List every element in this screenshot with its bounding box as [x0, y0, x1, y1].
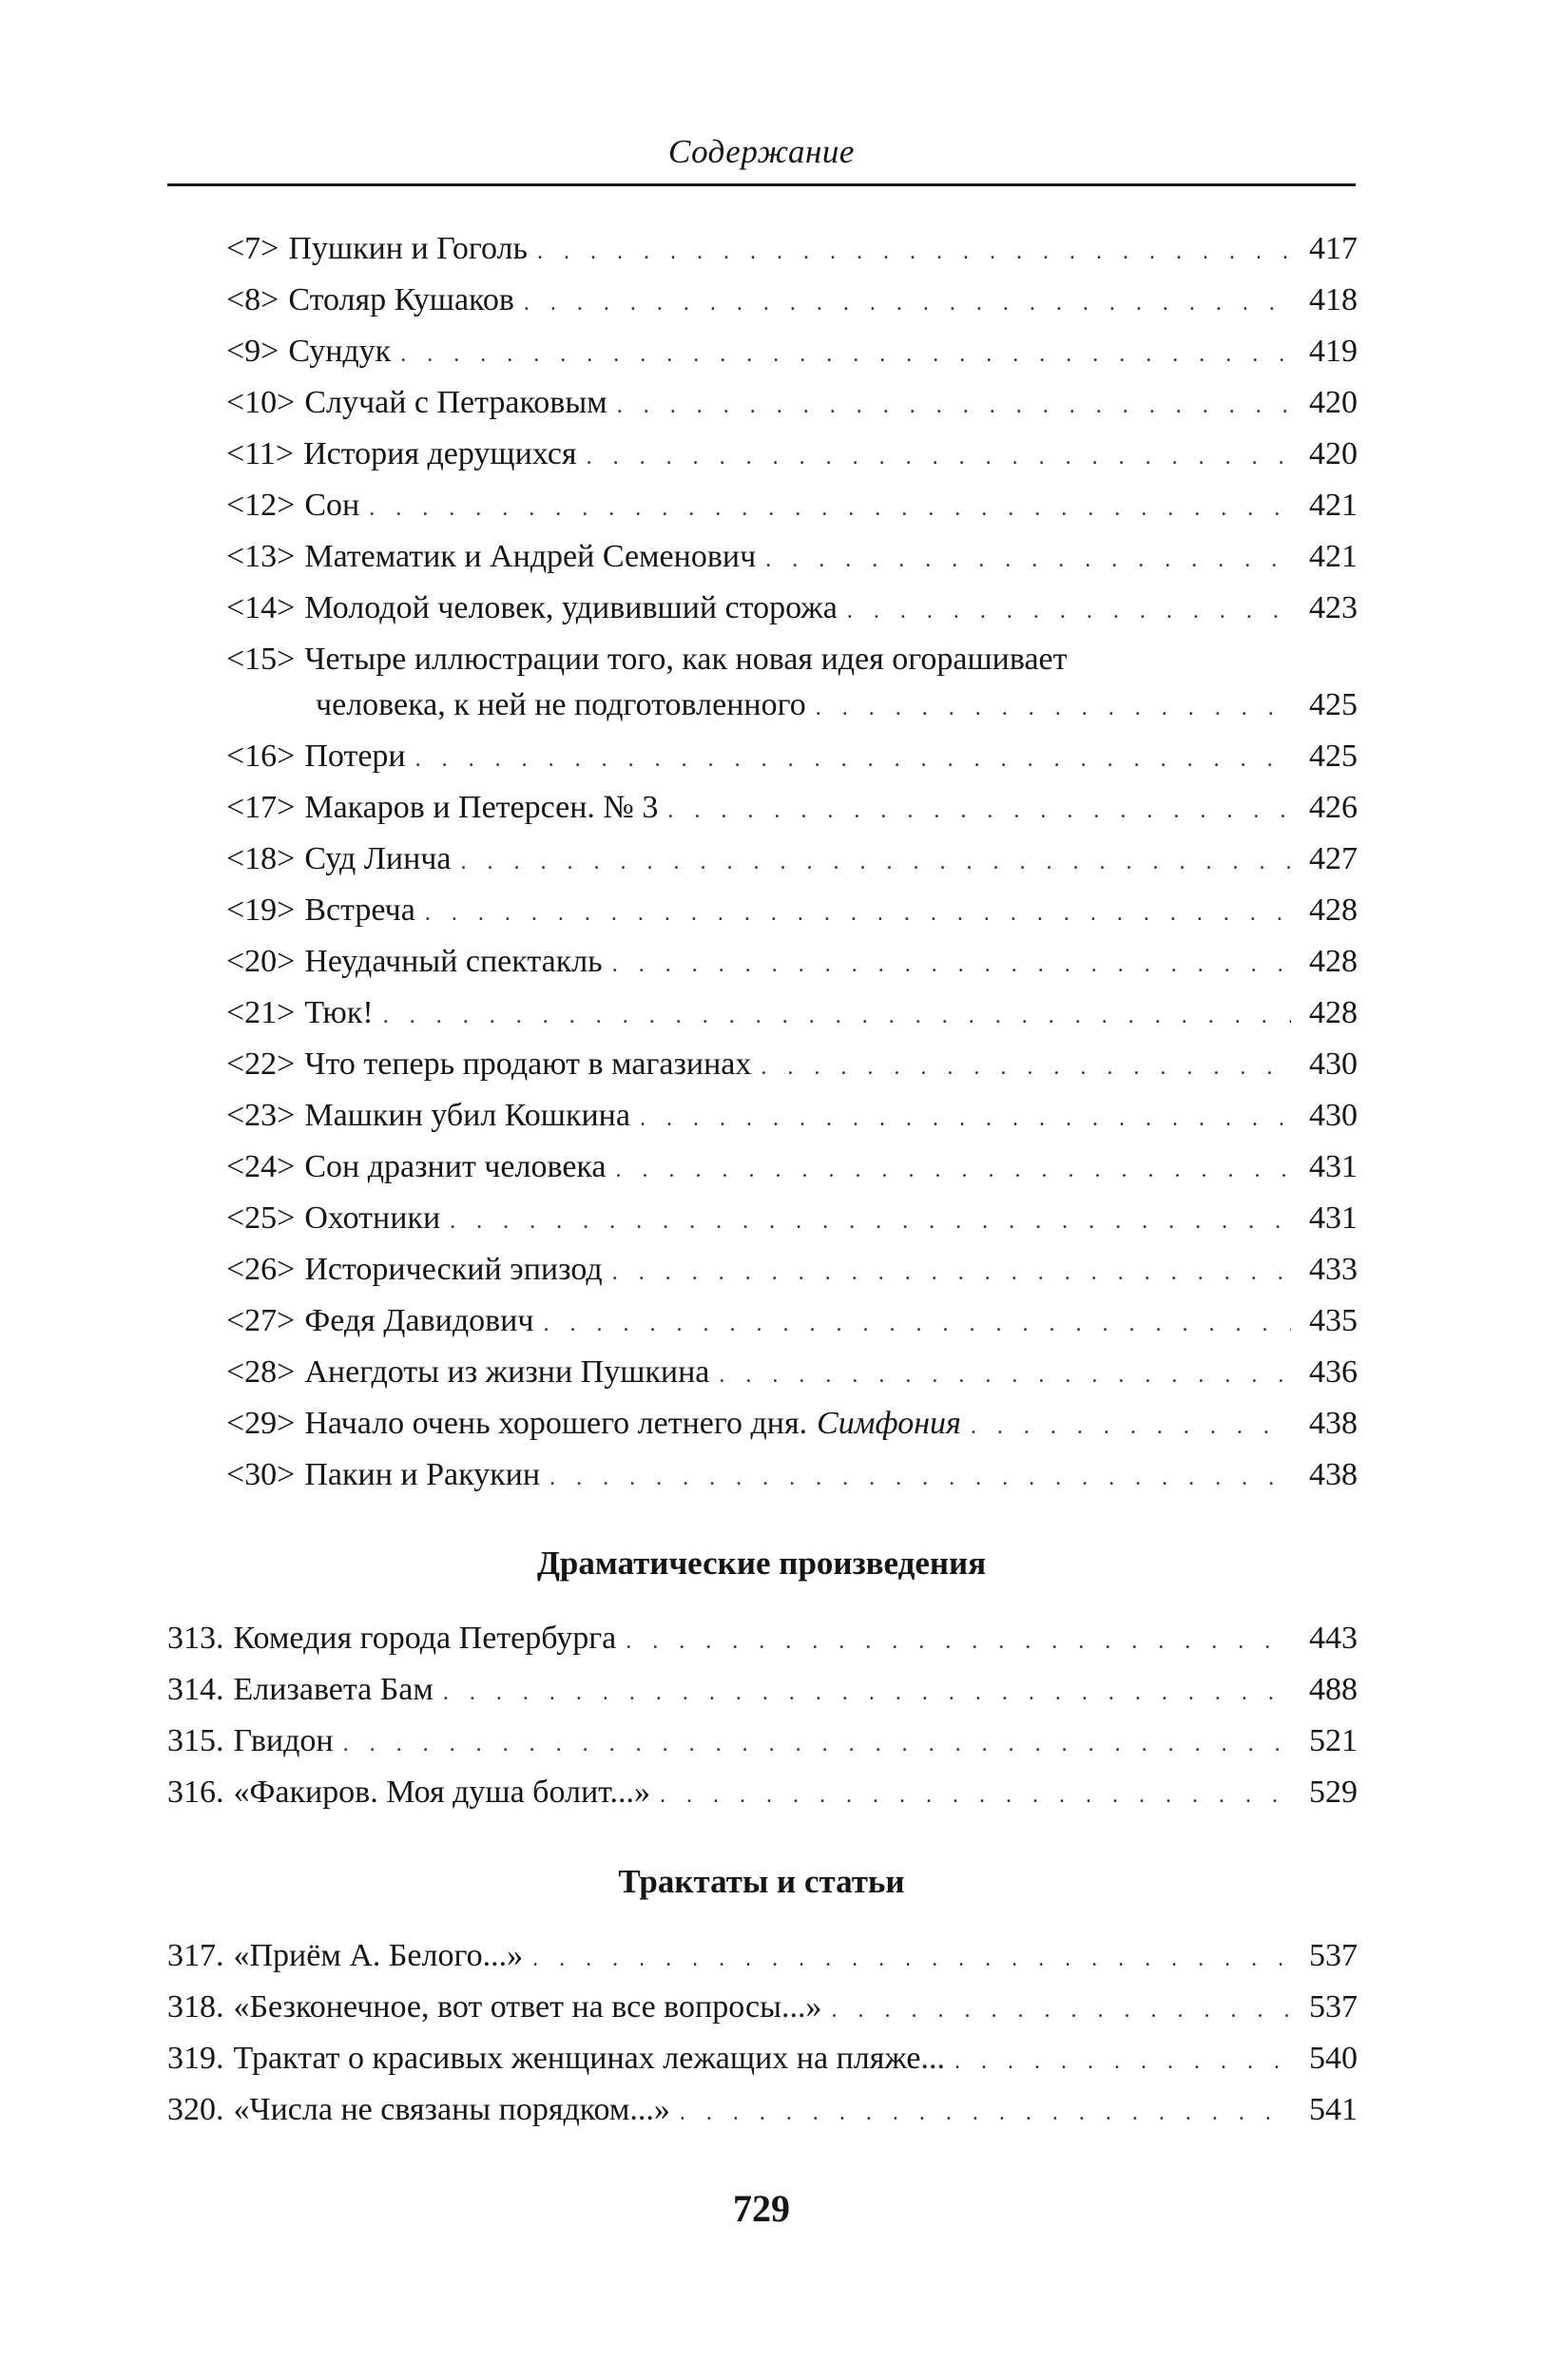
- toc-entry-title: Молодой человек, удививший сторожа: [304, 590, 838, 625]
- toc-entry: [226, 1405, 1358, 1446]
- dot-leader: [532, 1940, 1291, 1978]
- toc-entry: [167, 1722, 1358, 1763]
- toc-entry-number: <30>: [226, 1457, 296, 1492]
- toc-entry-page: 425: [1309, 687, 1358, 722]
- toc-entry: [226, 840, 1358, 881]
- dot-leader: [667, 792, 1291, 830]
- dot-leader: [626, 1622, 1291, 1660]
- toc-entry-page: 430: [1309, 1098, 1358, 1133]
- toc-entry-page: 540: [1309, 2041, 1358, 2076]
- toc-entry-title: Тюк!: [304, 995, 374, 1030]
- toc-entry-number: 315.: [167, 1723, 224, 1758]
- toc-entry-title: Встреча: [304, 892, 415, 928]
- toc-entry-page: 423: [1309, 590, 1358, 625]
- toc-entry: [226, 1046, 1358, 1086]
- toc-entry-number: 317.: [167, 1938, 224, 1973]
- dot-leader: [425, 894, 1291, 932]
- toc-entry-title: «Приём А. Белого...»: [233, 1938, 524, 1973]
- toc-entry-title: Сон: [304, 488, 360, 523]
- toc-entry-number: 318.: [167, 1989, 224, 2025]
- toc-entry-page: 428: [1309, 944, 1358, 979]
- toc-entry-page: 537: [1309, 1938, 1358, 1973]
- dot-leader: [816, 689, 1291, 727]
- dot-leader: [640, 1100, 1291, 1138]
- toc-entry-number: 313.: [167, 1621, 224, 1656]
- toc-entry-number: <15>: [226, 642, 296, 677]
- toc-entry-title: Трактат о красивых женщинах лежащих на пляже...: [233, 2041, 945, 2076]
- dot-leader: [343, 1725, 1291, 1763]
- dot-leader: [549, 1459, 1291, 1497]
- dot-leader: [847, 592, 1291, 630]
- toc-entry-page: 420: [1309, 436, 1358, 471]
- toc-entry-title: Случай с Петраковым: [304, 385, 607, 420]
- toc-entry-number: 320.: [167, 2092, 224, 2127]
- dot-leader: [450, 1202, 1291, 1240]
- toc-entry-page: 427: [1309, 841, 1358, 876]
- toc-entry-second-line: [316, 686, 1358, 727]
- page-number: 729: [733, 2187, 790, 2230]
- toc-entry-title: Комедия города Петербурга: [233, 1621, 617, 1656]
- dot-leader: [383, 997, 1291, 1035]
- toc-entry: [226, 435, 1358, 476]
- dot-leader: [954, 2043, 1291, 2081]
- toc-entry-page: 421: [1309, 488, 1358, 523]
- toc-entry-title-line2: человека, к ней не подготовленного: [316, 687, 806, 722]
- toc-entry-page: 428: [1309, 892, 1358, 928]
- toc-entry: [167, 1988, 1358, 2029]
- dot-leader: [765, 541, 1291, 579]
- toc-entry: [226, 1353, 1358, 1394]
- dot-leader: [400, 336, 1291, 374]
- toc-entry-number: <13>: [226, 539, 296, 574]
- toc-entry-title: Федя Давидович: [304, 1303, 534, 1338]
- toc-entry-title: Математик и Андрей Семенович: [304, 539, 757, 574]
- dot-leader: [612, 946, 1291, 984]
- toc-entry-title: Гвидон: [233, 1723, 334, 1758]
- toc-entry-title: Суд Линча: [304, 841, 452, 876]
- dot-leader: [680, 2094, 1291, 2132]
- dot-leader: [971, 1408, 1291, 1446]
- toc-entry-title: Пушкин и Гоголь: [288, 231, 528, 266]
- section-heading-dramatic: Драматические произведения: [536, 1545, 987, 1582]
- section-heading-treatises: Трактаты и статьи: [618, 1863, 905, 1900]
- toc-entry-title: «Безконечное, вот ответ на все вопросы...»: [233, 1989, 822, 2025]
- toc-entry-page: 428: [1309, 995, 1358, 1030]
- toc-entry-number: <27>: [226, 1303, 296, 1338]
- toc-entry: [226, 281, 1358, 322]
- toc-entry-page: 426: [1309, 790, 1358, 825]
- toc-entry-title: Машкин убил Кошкина: [304, 1098, 630, 1133]
- toc-entry-number: <25>: [226, 1200, 296, 1236]
- toc-entry-page: 488: [1309, 1672, 1358, 1707]
- toc-entry-number: <8>: [226, 282, 279, 317]
- toc-entry-number: <21>: [226, 995, 296, 1030]
- toc-entry-page: 521: [1309, 1723, 1358, 1758]
- toc-entry: [226, 230, 1358, 271]
- toc-entry-number: 316.: [167, 1775, 224, 1810]
- toc-entry-title: «Факиров. Моя душа болит...»: [233, 1775, 650, 1810]
- toc-entry: [226, 1148, 1358, 1189]
- dot-leader: [761, 1048, 1291, 1086]
- dot-leader: [461, 843, 1292, 881]
- toc-entry-number: <9>: [226, 334, 279, 369]
- dot-leader: [537, 233, 1291, 271]
- toc-entry: [226, 1251, 1358, 1292]
- toc-entry-number: 319.: [167, 2041, 224, 2076]
- dot-leader: [587, 438, 1291, 476]
- toc-entry: [167, 1620, 1358, 1660]
- dot-leader: [660, 1776, 1291, 1814]
- toc-entry: [167, 1671, 1358, 1712]
- dot-leader: [831, 1991, 1291, 2029]
- toc-entry-page: 418: [1309, 282, 1358, 317]
- running-header: Содержание: [668, 133, 855, 170]
- toc-entry-title: Анегдоты из жизни Пушкина: [304, 1354, 710, 1390]
- toc-entry-page: 431: [1309, 1200, 1358, 1236]
- toc-entry-page: 421: [1309, 539, 1358, 574]
- toc-entry-page: 438: [1309, 1457, 1358, 1492]
- toc-entry-number: <19>: [226, 892, 296, 928]
- toc-entry-page: 419: [1309, 334, 1358, 369]
- dot-leader: [543, 1305, 1291, 1343]
- toc-entry: [167, 1774, 1358, 1814]
- toc-entry: [167, 1937, 1358, 1978]
- toc-entry-page: 430: [1309, 1046, 1358, 1082]
- dot-leader: [369, 489, 1291, 528]
- toc-entry-number: <20>: [226, 944, 296, 979]
- toc-entry-number: <29>: [226, 1406, 296, 1441]
- toc-entry-number: <7>: [226, 231, 279, 266]
- dot-leader: [617, 387, 1291, 425]
- toc-entry: [226, 994, 1358, 1035]
- toc-entry-page: 541: [1309, 2092, 1358, 2127]
- toc-entry-page: 438: [1309, 1406, 1358, 1441]
- dot-leader: [524, 284, 1291, 322]
- toc-entry-title: Охотники: [304, 1200, 441, 1236]
- toc-entry-title: Столяр Кушаков: [288, 282, 514, 317]
- toc-entry-page: 431: [1309, 1149, 1358, 1184]
- toc-entry: [226, 333, 1358, 374]
- toc-entry: [226, 487, 1358, 528]
- toc-entry-title: Сундук: [288, 334, 392, 369]
- toc-entry-number: <28>: [226, 1354, 296, 1390]
- toc-entry-number: 314.: [167, 1672, 224, 1707]
- dot-leader: [612, 1254, 1291, 1292]
- toc-entry-page: 436: [1309, 1354, 1358, 1390]
- toc-entry-page: 417: [1309, 231, 1358, 266]
- toc-entry-page: 425: [1309, 739, 1358, 774]
- dot-leader: [616, 1151, 1292, 1189]
- toc-entry-title-italic: Симфония: [817, 1406, 961, 1441]
- toc-entry: [226, 1302, 1358, 1343]
- toc-entry-title: Макаров и Петерсен. № 3: [304, 790, 659, 825]
- toc-entry-page: 420: [1309, 385, 1358, 420]
- toc-entry-number: <24>: [226, 1149, 296, 1184]
- toc-entry-title: Неудачный спектакль: [304, 944, 603, 979]
- dot-leader: [443, 1674, 1291, 1712]
- toc-entry-title: Исторический эпизод: [304, 1252, 603, 1287]
- toc-entry-number: <23>: [226, 1098, 296, 1133]
- toc-entry-title: Что теперь продают в магазинах: [304, 1046, 752, 1082]
- toc-entry-title-line1: Четыре иллюстрации того, как новая идея огорашивает: [304, 642, 1068, 677]
- toc-entry-number: <18>: [226, 841, 296, 876]
- toc-entry: [226, 1456, 1358, 1497]
- toc-entry-title: Пакин и Ракукин: [304, 1457, 541, 1492]
- toc-entry-page: 537: [1309, 1989, 1358, 2025]
- toc-entry: [226, 1097, 1358, 1138]
- toc-entry-page: 435: [1309, 1303, 1358, 1338]
- toc-entry: [167, 2040, 1358, 2081]
- toc-entry: [167, 2091, 1358, 2132]
- toc-entry-number: <26>: [226, 1252, 296, 1287]
- header-rule: [167, 183, 1356, 186]
- toc-entry: [226, 1200, 1358, 1240]
- toc-entry-page: 433: [1309, 1252, 1358, 1287]
- toc-entry: [226, 892, 1358, 932]
- toc-entry-number: <17>: [226, 790, 296, 825]
- toc-entry-number: <10>: [226, 385, 296, 420]
- toc-entry: [226, 943, 1358, 984]
- toc-entry-number: <11>: [226, 436, 295, 471]
- toc-entry-number: <22>: [226, 1046, 296, 1082]
- toc-entry-title: Елизавета Бам: [233, 1672, 434, 1707]
- dot-leader: [415, 740, 1291, 778]
- toc-entry-number: <16>: [226, 739, 296, 774]
- toc-entry: [226, 789, 1358, 830]
- dot-leader: [719, 1356, 1291, 1394]
- toc-entry-page: 529: [1309, 1775, 1358, 1810]
- toc-entry-title: «Числа не связаны порядком...»: [233, 2092, 670, 2127]
- toc-entry: [226, 589, 1358, 630]
- toc-entry-title: Потери: [304, 739, 406, 774]
- toc-entry-title: Сон дразнит человека: [304, 1149, 607, 1184]
- toc-entry-title: История дерущихся: [303, 436, 577, 471]
- toc-entry-page: 443: [1309, 1621, 1358, 1656]
- toc-entry-number: <12>: [226, 488, 296, 523]
- toc-entry: [226, 738, 1358, 778]
- toc-entry: [226, 538, 1358, 579]
- toc-entry: [226, 384, 1358, 425]
- toc-entry-title: Начало очень хорошего летнего дня.: [304, 1406, 808, 1441]
- toc-entry-number: <14>: [226, 590, 296, 625]
- toc-entry-first-line: [226, 641, 1358, 679]
